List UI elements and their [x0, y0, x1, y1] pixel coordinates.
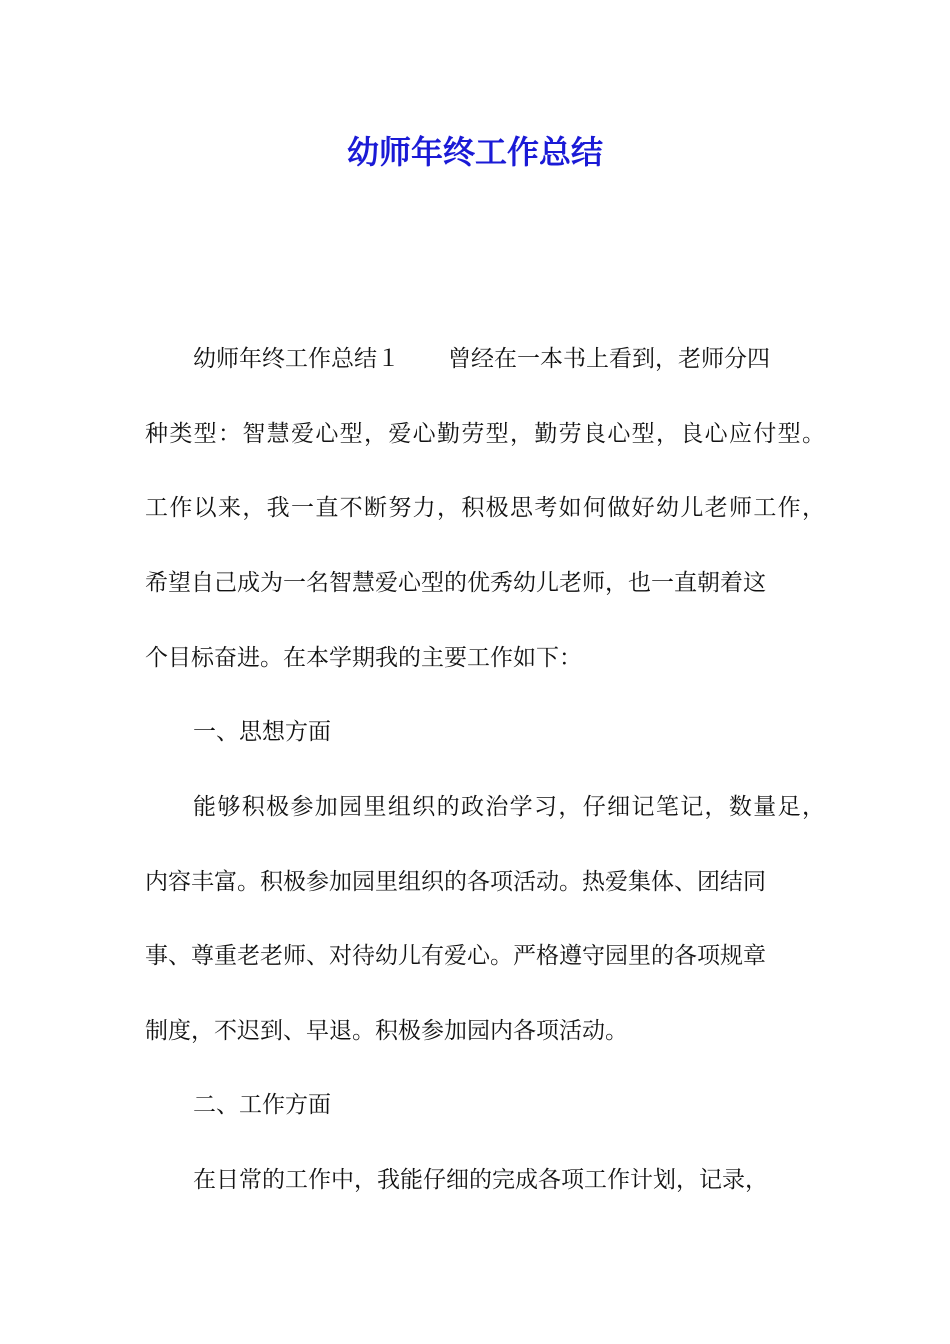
paragraph-line: 种类型：智慧爱心型，爱心勤劳型，勤劳良心型，良心应付型。 [145, 421, 825, 447]
paragraph-text: 曾经在一本书上看到，老师分四 [448, 346, 770, 372]
paragraph-line: 制度，不迟到、早退。积极参加园内各项活动。 [145, 1018, 628, 1044]
paragraph-line: 希望自己成为一名智慧爱心型的优秀幼儿老师，也一直朝着这 [145, 570, 766, 596]
section-heading-inline: 幼师年终工作总结１ [193, 346, 400, 372]
paragraph-line: 事、尊重老老师、对待幼儿有爱心。严格遵守园里的各项规章 [145, 943, 766, 969]
paragraph-line [193, 343, 825, 375]
page-title: 幼师年终工作总结 [346, 133, 603, 171]
section-heading: 一、思想方面 [193, 719, 331, 745]
paragraph-line: 个目标奋进。在本学期我的主要工作如下： [145, 645, 582, 671]
section-heading: 二、工作方面 [193, 1092, 331, 1118]
paragraph-line: 能够积极参加园里组织的政治学习，仔细记笔记，数量足， [193, 794, 825, 820]
paragraph-line: 工作以来，我一直不断努力，积极思考如何做好幼儿老师工作， [145, 495, 825, 521]
paragraph-line: 在日常的工作中，我能仔细的完成各项工作计划，记录， [193, 1167, 768, 1193]
paragraph-line: 内容丰富。积极参加园里组织的各项活动。热爱集体、团结同 [145, 869, 766, 895]
